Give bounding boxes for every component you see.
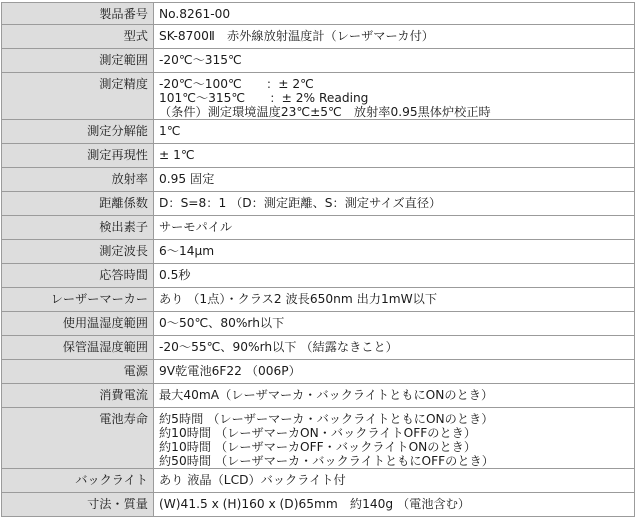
spec-value-line: -20～55℃、90%rh以下 （結露なきこと） xyxy=(159,340,398,354)
spec-label-repeatability: 測定再現性 xyxy=(2,144,154,168)
spec-row-backlight xyxy=(2,469,635,493)
spec-table-body xyxy=(2,3,635,517)
spec-value-operating-conditions xyxy=(154,312,635,336)
spec-label-model: 型式 xyxy=(2,25,154,49)
spec-value-line: あり 液晶（LCD）バックライト付 xyxy=(159,473,346,487)
spec-value-line: 約5時間 （レーザーマーカ・バックライトともにONのとき） xyxy=(159,412,494,426)
spec-row-battery-life xyxy=(2,408,635,469)
spec-value-line: 0.95 固定 xyxy=(159,172,215,186)
spec-row-measurement-range xyxy=(2,49,635,73)
spec-row-emissivity xyxy=(2,168,635,192)
spec-value-line: 9V乾電池6F22 （006P） xyxy=(159,364,301,378)
spec-label-current-consumption: 消費電流 xyxy=(2,384,154,408)
spec-value-detector xyxy=(154,216,635,240)
spec-label-operating-conditions: 使用温湿度範囲 xyxy=(2,312,154,336)
spec-value-line: サーモパイル xyxy=(159,220,233,234)
spec-value-measurement-accuracy xyxy=(154,73,635,120)
spec-label-battery-life: 電池寿命 xyxy=(2,408,154,469)
spec-value-line: ± 1℃ xyxy=(159,148,195,162)
spec-table xyxy=(1,2,635,517)
spec-value-line: 6～14μm xyxy=(159,244,215,258)
spec-label-emissivity: 放射率 xyxy=(2,168,154,192)
spec-row-resolution xyxy=(2,120,635,144)
spec-value-line: 101℃～315℃ ：± 2% Reading xyxy=(159,91,369,105)
spec-value-line: D：S=8：1 （D：測定距離、S：測定サイズ直径） xyxy=(159,196,442,210)
spec-label-storage-conditions: 保管温湿度範囲 xyxy=(2,336,154,360)
spec-value-line: （条件）測定環境温度23℃±5℃ 放射率0.95黒体炉校正時 xyxy=(159,105,491,119)
spec-value-line: -20℃～315℃ xyxy=(159,53,242,67)
spec-value-line: 0.5秒 xyxy=(159,268,191,282)
spec-label-wavelength: 測定波長 xyxy=(2,240,154,264)
spec-value-line: あり （1点）・クラス2 波長650nm 出力1mW以下 xyxy=(159,292,438,306)
spec-value-measurement-range xyxy=(154,49,635,73)
spec-label-product-number: 製品番号 xyxy=(2,3,154,25)
spec-value-storage-conditions xyxy=(154,336,635,360)
spec-value-line: 約10時間 （レーザマーカON・バックライトOFFのとき） xyxy=(159,426,477,440)
spec-value-repeatability xyxy=(154,144,635,168)
spec-row-product-number xyxy=(2,3,635,25)
spec-label-detector: 検出素子 xyxy=(2,216,154,240)
spec-value-laser-marker xyxy=(154,288,635,312)
spec-value-line: 最大40mA（レーザマーカ・バックライトともにONのとき） xyxy=(159,388,494,402)
spec-row-repeatability xyxy=(2,144,635,168)
spec-value-distance-ratio xyxy=(154,192,635,216)
spec-label-measurement-range: 測定範囲 xyxy=(2,49,154,73)
spec-value-power-source xyxy=(154,360,635,384)
spec-value-line: (W)41.5 x (H)160 x (D)65mm 約140g （電池含む） xyxy=(159,497,471,511)
spec-value-battery-life xyxy=(154,408,635,469)
spec-value-response-time xyxy=(154,264,635,288)
spec-value-product-number xyxy=(154,3,635,25)
spec-row-current-consumption xyxy=(2,384,635,408)
spec-value-line: -20℃～100℃ ：± 2℃ xyxy=(159,77,314,91)
spec-label-power-source: 電源 xyxy=(2,360,154,384)
spec-label-backlight: バックライト xyxy=(2,469,154,493)
spec-value-line: SK-8700Ⅱ 赤外線放射温度計（レーザマーカ付） xyxy=(159,29,434,43)
spec-value-emissivity xyxy=(154,168,635,192)
spec-row-power-source xyxy=(2,360,635,384)
spec-row-model xyxy=(2,25,635,49)
spec-value-dimensions-weight xyxy=(154,493,635,517)
spec-value-line: 0～50℃、80%rh以下 xyxy=(159,316,285,330)
spec-value-model xyxy=(154,25,635,49)
spec-row-dimensions-weight xyxy=(2,493,635,517)
spec-label-dimensions-weight: 寸法・質量 xyxy=(2,493,154,517)
spec-row-storage-conditions xyxy=(2,336,635,360)
spec-row-response-time xyxy=(2,264,635,288)
spec-label-resolution: 測定分解能 xyxy=(2,120,154,144)
spec-row-operating-conditions xyxy=(2,312,635,336)
spec-row-distance-ratio xyxy=(2,192,635,216)
spec-label-distance-ratio: 距離係数 xyxy=(2,192,154,216)
spec-row-laser-marker xyxy=(2,288,635,312)
spec-value-line: No.8261-00 xyxy=(159,7,231,21)
spec-value-line: 1℃ xyxy=(159,124,181,138)
spec-value-current-consumption xyxy=(154,384,635,408)
spec-row-wavelength xyxy=(2,240,635,264)
spec-value-backlight xyxy=(154,469,635,493)
spec-label-measurement-accuracy: 測定精度 xyxy=(2,73,154,120)
spec-value-line: 約10時間 （レーザマーカOFF・バックライトONのとき） xyxy=(159,440,477,454)
spec-label-laser-marker: レーザーマーカー xyxy=(2,288,154,312)
spec-value-resolution xyxy=(154,120,635,144)
spec-value-wavelength xyxy=(154,240,635,264)
spec-row-measurement-accuracy xyxy=(2,73,635,120)
spec-row-detector xyxy=(2,216,635,240)
spec-label-response-time: 応答時間 xyxy=(2,264,154,288)
spec-value-line: 約50時間 （レーザマーカ・バックライトともにOFFのとき） xyxy=(159,454,494,468)
